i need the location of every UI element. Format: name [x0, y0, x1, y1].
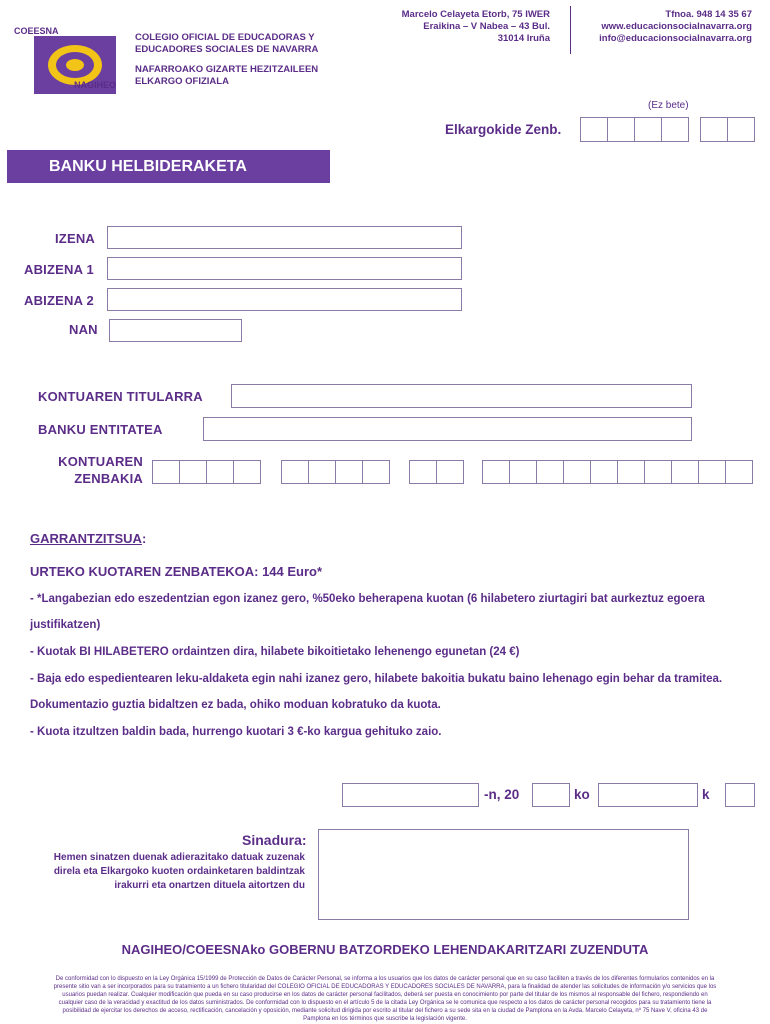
contact-phone: Tfnoa. 948 14 35 67 — [665, 9, 752, 20]
account-number-digit[interactable] — [671, 460, 699, 484]
member-digit-6[interactable] — [727, 117, 755, 142]
footer-heading: NAGIHEO/COEESNAko GOBERNU BATZORDEKO LEHENDAKARITZARI ZUZENDUTA — [121, 942, 649, 957]
account-number-digit[interactable] — [536, 460, 564, 484]
date-n-20-label: -n, 20 — [484, 787, 520, 802]
address-line-1: Marcelo Celayeta Etorb, 75 IWER — [401, 9, 550, 20]
member-digit-3[interactable] — [634, 117, 662, 142]
member-note: (Ez bete) — [648, 100, 689, 111]
entitatea-field[interactable] — [203, 417, 692, 441]
important-heading-text: GARRANTZITSUA — [30, 531, 142, 546]
account-control-digit[interactable] — [409, 460, 437, 484]
logo-bottom-text: NAGIHEO — [74, 80, 117, 90]
account-entity-digit[interactable] — [206, 460, 234, 484]
signature-text-3: irakurri eta onartzen dituela aitortzen du — [114, 880, 305, 891]
org-name-eu-2: ELKARGO OFIZIALA — [135, 76, 229, 87]
important-heading — [30, 531, 146, 546]
nan-field[interactable] — [109, 319, 242, 342]
member-digit-4[interactable] — [661, 117, 689, 142]
account-entity-digit[interactable] — [233, 460, 261, 484]
abizena2-label: ABIZENA 2 — [24, 293, 94, 308]
legal-line-3: usuarios puedan realizar. Cualquier modificación que pueda en su caso producirse en los datos de carácter personal facilitados, deberá ser puesta en conocimiento por parte del titular de los mismos al responsable del fichero, respondiendo en — [62, 992, 708, 998]
date-k-label: k — [702, 787, 710, 802]
account-number-digit[interactable] — [725, 460, 753, 484]
account-number-digit[interactable] — [590, 460, 618, 484]
important-line-5: - Kuota itzultzen baldin bada, hurrengo kuotari 3 €-ko kargua gehituko zaio. — [30, 726, 442, 738]
account-number-digit[interactable] — [482, 460, 510, 484]
account-entity-digit[interactable] — [179, 460, 207, 484]
zenbakia-label-1: KONTUAREN — [58, 454, 143, 469]
important-line-1: - *Langabezian edo eszedentzian egon izanez gero, %50eko beherapena kuotan (6 hilabetero ziurtagiri bat aurkeztuz egoera — [30, 593, 705, 605]
entitatea-label: BANKU ENTITATEA — [38, 422, 163, 437]
address-line-2: Eraikina – V Nabea – 43 Bul. — [423, 21, 550, 32]
account-office-digit[interactable] — [362, 460, 390, 484]
account-number-digit[interactable] — [617, 460, 645, 484]
signature-box[interactable] — [318, 829, 689, 920]
org-name-es-2: EDUCADORES SOCIALES DE NAVARRA — [135, 44, 319, 55]
legal-line-6: Pamplona en los términos que suscribe la legislación vigente. — [303, 1016, 467, 1022]
important-heading-colon: : — [141, 531, 147, 546]
date-ko-label: ko — [574, 787, 590, 802]
logo-top-text: COEESNA — [14, 26, 59, 36]
address-block — [380, 9, 550, 45]
account-office-digit[interactable] — [281, 460, 309, 484]
org-name-eu-1: NAFARROAKO GIZARTE HEZITZAILEEN — [135, 64, 319, 75]
abizena1-field[interactable] — [107, 257, 462, 280]
member-number-label: Elkargokide Zenb. — [445, 122, 562, 137]
account-entity-digit[interactable] — [152, 460, 180, 484]
contact-email: info@educacionsocialnavarra.org — [599, 33, 752, 44]
date-month-field[interactable] — [598, 783, 698, 807]
date-year-field[interactable] — [532, 783, 570, 807]
member-digit-1[interactable] — [580, 117, 608, 142]
abizena1-label: ABIZENA 1 — [24, 262, 94, 277]
member-digit-5[interactable] — [700, 117, 728, 142]
legal-line-4: cualquier caso de la veracidad y exactitud de los datos suministrados. De conformidad con lo dispuesto en el artículo 5 de la citada Ley Orgánica se le comunica que respecto a los datos de carácter personal recogidos para su tratamiento tiene la — [58, 1000, 712, 1006]
zenbakia-label-2: ZENBAKIA — [74, 471, 143, 486]
account-number-digit[interactable] — [509, 460, 537, 484]
date-place-field[interactable] — [342, 783, 479, 807]
account-number-digit[interactable] — [698, 460, 726, 484]
signature-text-1: Hemen sinatzen duenak adierazitako datuak zuzenak — [53, 852, 305, 863]
signature-label: Sinadura: — [242, 832, 307, 848]
fee-amount: URTEKO KUOTAREN ZENBATEKOA: 144 Euro* — [30, 564, 323, 579]
important-line-3: - Baja edo espedientearen leku-aldaketa egin nahi izanez gero, hilabete bakoitia bukatu baino lehenago egin behar da tramitea. — [30, 673, 723, 685]
important-line-4: Dokumentazio guztia bidaltzen ez bada, ohiko moduan kobratuko da kuota. — [30, 699, 441, 711]
legal-line-1: De conformidad con lo dispuesto en la Ley Orgánica 15/1999 de Protección de Datos de Carácter Personal, se informa a los usuarios que los datos de carácter personal que en su caso faciliten a través de los diferentes formularios contenidos en la — [55, 976, 715, 982]
account-number-digit[interactable] — [644, 460, 672, 484]
signature-text-2: direla eta Elkargoko kuoten ordainketaren baldintzak — [53, 866, 305, 877]
contact-block — [580, 9, 752, 45]
nan-label: NAN — [69, 322, 98, 337]
titularra-field[interactable] — [231, 384, 692, 408]
legal-notice — [10, 975, 760, 1023]
org-name-es-1: COLEGIO OFICIAL DE EDUCADORAS Y — [135, 32, 315, 43]
titularra-label: KONTUAREN TITULARRA — [38, 389, 203, 404]
zenbakia-label — [55, 453, 143, 487]
signature-declaration — [40, 851, 305, 893]
important-line-2: - Kuotak BI HILABETERO ordaintzen dira, hilabete bikoitietako lehenengo egunetan (24 €) — [30, 646, 520, 658]
abizena2-field[interactable] — [107, 288, 462, 311]
logo — [12, 10, 122, 106]
izena-label: IZENA — [55, 231, 95, 246]
account-office-digit[interactable] — [335, 460, 363, 484]
address-line-3: 31014 Iruña — [497, 33, 550, 44]
izena-field[interactable] — [107, 226, 462, 249]
page-title: BANKU HELBIDERAKETA — [49, 158, 247, 175]
legal-line-5: posibilidad de ejercitar los derechos de acceso, rectificación, cancelación y oposición, mediante solicitud dirigida por escrito al titular del fichero a su sede sita en la ciudad de Pamplona en la Avda. Marcelo Celayeta, nº 75 Nave V, oficina 43 de — [62, 1008, 708, 1014]
legal-line-2: presente sitio van a ser incorporados para su tratamiento a un fichero titularidad del COLEGIO OFICIAL DE EDUCADORAS Y EDUCADORES SOCIALES DE NAVARRA, para la finalidad de atender las solicitudes de información y/o servicios que los — [53, 984, 717, 990]
org-name — [135, 32, 318, 88]
header-divider — [570, 6, 571, 54]
title-banner — [7, 150, 330, 183]
contact-web: www.educacionsocialnavarra.org — [601, 21, 752, 32]
important-line-1b: justifikatzen) — [30, 619, 101, 631]
member-digit-2[interactable] — [607, 117, 635, 142]
account-control-digit[interactable] — [436, 460, 464, 484]
account-number-digit[interactable] — [563, 460, 591, 484]
date-day-field[interactable] — [725, 783, 755, 807]
account-office-digit[interactable] — [308, 460, 336, 484]
